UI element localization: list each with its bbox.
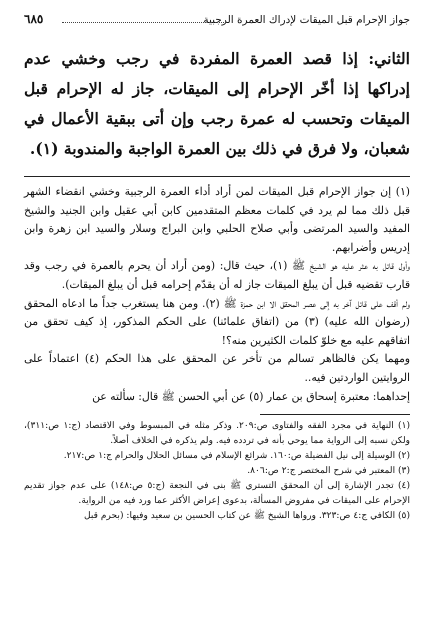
header-dotted-rule	[62, 22, 226, 23]
footnotes	[24, 419, 410, 523]
commentary-paragraph: ولم أقف على قائل آخر به إلى عصر المحقق الا ابن حمزة ﷺ (٢). ومن هنا يستغرب جداً ما ادعاه المحقق (رضوان الله عليه) (٣) من (اتفاق علمائنا) على الحكم المذكور، إذ كيف تحقق من اتفاقهم عليه مع خلوّ كلمات الكثيرين منه؟!	[24, 296, 410, 347]
footnote-divider	[260, 414, 410, 415]
commentary-paragraph: (١) إن جواز الإحرام قبل الميقات لمن أراد أداء العمرة الرجبية وخشي انقضاء الشهر قبل ذلك مما لم يرد في كلمات معظم المتقدمين كابن أبي عقيل وابن الجنيد والشيخ المفيد والسيد المرتضى وأبي صلاح الحلبي وابن البراج وسلار والسيد ابن زهرة وابن إدريس وأضرابهم.	[24, 185, 410, 254]
footnote: (٥) الكافي ج:٤ ص:٣٢٣. ورواها الشيخ ﷺ عن كتاب الحسين بن سعيد وفيها: (بحرم قبل	[84, 510, 410, 521]
commentary-paragraph: وأول قائل به عثر عليه هو الشيخ ﷺ (١)، حيث قال: (ومن أراد أن يحرم بالعمرة في رجب وقد قارب تقضيه قبل أن يبلغ الميقات جاز له أن يقدّم إحرامه قبل أن يبلغ الميقات).	[24, 259, 411, 291]
commentary-paragraph: ومهما يكن فالظاهر تسالم من تأخر عن المحقق على هذا الحكم (٤) اعتماداً على الروايتين الواردتين فيه..	[24, 352, 410, 384]
section-divider	[24, 176, 410, 177]
footnote: (١) النهاية في مجرد الفقه والفتاوى ص:٢٠٩. وذكر مثله في المبسوط وفي الاقتصاد (ج:١ ص:٣١١)، ولكن نسبه إلى الرواية مما يوحي بأنه في تردده فيه. ولم يذكره في الخلاف أصلاً.	[24, 421, 411, 447]
footnote: (٤) تجدر الإشارة إلى أن المحقق التستري ﷺ بنى في النجعة (ج:٥ ص:١٤٨) على عدم جواز تقديم الإحرام على الميقات في مفروض المسألة، بدعوى إعراض الأكثر عما ورد فيه من الرواية.	[24, 480, 410, 506]
commentary-paragraph: إحداهما: معتبرة إسحاق بن عمار (٥) عن أبي الحسن ﷺ قال: سألته عن	[92, 389, 410, 403]
main-text-paragraph: الثاني: إذا قصد العمرة المفردة في رجب وخشي عدم إدراكها إذا أخّر الإحرام إلى الميقات، جاز له الإحرام قبل الميقات وتحسب له عمرة رجب وإن أتى ببقية الأعمال في شعبان، ولا فرق في ذلك بين العمرة الواجبة والمندوبة (١).	[24, 49, 410, 158]
footnote: (٢) الوسيلة إلى نيل الفضيلة ص:١٦٠. شرائع الإسلام في مسائل الحلال والحرام ج:١ ص:٢١٧.	[63, 450, 410, 461]
commentary-text	[24, 183, 410, 406]
page-header	[24, 12, 410, 34]
page-number: ٦٨٥	[24, 12, 44, 26]
footnote: (٣) المعتبر في شرح المختصر ج:٢ ص:٨٠٦.	[247, 465, 410, 476]
running-title: جواز الإحرام قبل الميقات لإدراك العمرة الرجبية	[203, 14, 410, 26]
